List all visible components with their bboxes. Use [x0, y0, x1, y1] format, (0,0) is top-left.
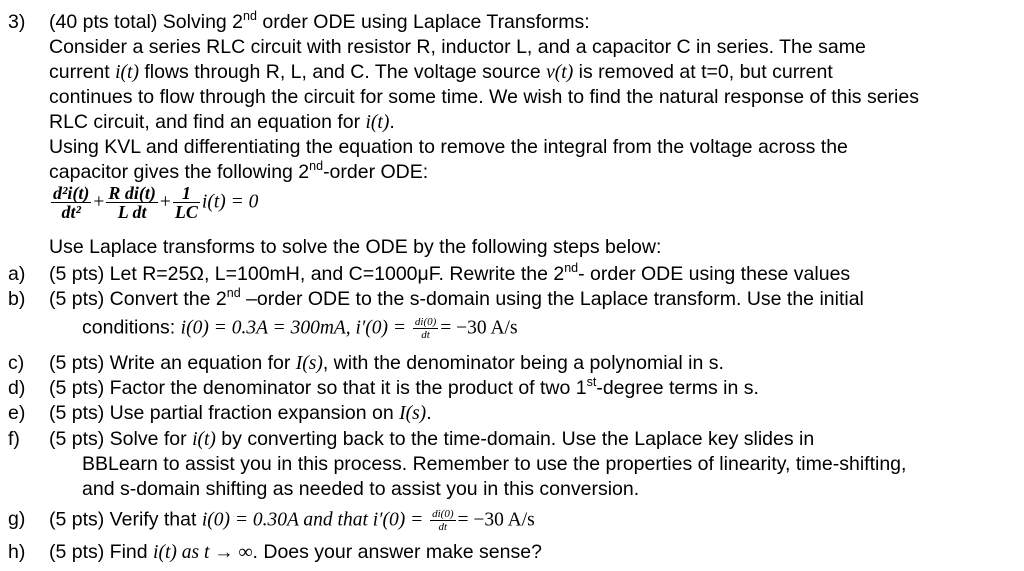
ode-term-3: $\frac{1}{LC}$ [174, 183, 198, 222]
intro-line-2: current i(t) flows through R, L, and C. The voltage source v(t) is removed at t=0, but current [49, 61, 833, 83]
item-f-line-2: BBLearn to assist you in this process. Remember to use the properties of linearity, time-shifting, [82, 453, 907, 475]
item-e-label: e) [8, 402, 26, 424]
item-a-text: (5 pts) Let R=25Ω, L=100mH, and C=1000μF. Rewrite the 2nd- order ODE using these values [49, 261, 851, 285]
item-c-label: c) [8, 352, 25, 374]
intro-line-3: continues to flow through the circuit for some time. We wish to find the natural response of this series [49, 86, 919, 108]
item-b-text: (5 pts) Convert the 2nd –order ODE to the s-domain using the Laplace transform. Use the initial [49, 286, 864, 310]
item-b-conditions: conditions: i(0) = 0.3A = 300mA, i′(0) = $\frac{di(0)}{dt}$ = −30 A/s [82, 316, 518, 341]
item-b-label: b) [8, 288, 26, 310]
question-number: 3) [8, 11, 26, 33]
item-g-label: g) [8, 508, 26, 530]
ode-term-2: $\frac{\text{R di(t)}}{\text{L dt}}$ [108, 183, 156, 222]
intro-line-4: RLC circuit, and find an equation for i(t). [49, 111, 395, 133]
item-a-label: a) [8, 263, 26, 285]
item-f-line-3: and s-domain shifting as needed to assist you in this conversion. [82, 478, 640, 500]
ode-equation: $\frac{\text{d²i(t)}}{\text{dt²}}$ + $\frac{\text{R di(t)}}{\text{L dt}}$ + $\frac{1}{LC}$ i(t) = 0 [53, 183, 259, 222]
item-g-text: (5 pts) Verify that i(0) = 0.30A and that i′(0) = $\frac{di(0)}{dt}$ = −30 A/s [49, 508, 535, 533]
intro-line-6: capacitor gives the following 2nd-order ODE: [49, 159, 429, 183]
item-f-text: (5 pts) Solve for i(t) by converting back to the time-domain. Use the Laplace key slides in [49, 428, 815, 450]
intro-line-5: Using KVL and differentiating the equation to remove the integral from the voltage across the [49, 136, 848, 158]
intro-line-1: Consider a series RLC circuit with resistor R, inductor L, and a capacitor C in series. The same [49, 36, 866, 58]
item-d-text: (5 pts) Factor the denominator so that it is the product of two 1st-degree terms in s. [49, 375, 759, 399]
item-d-label: d) [8, 377, 26, 399]
question-title: (40 pts total) Solving 2nd order ODE using Laplace Transforms: [49, 9, 590, 33]
item-f-label: f) [8, 428, 20, 450]
instructions-line: Use Laplace transforms to solve the ODE by the following steps below: [49, 236, 662, 258]
item-h-label: h) [8, 541, 26, 563]
item-c-text: (5 pts) Write an equation for I(s), with the denominator being a polynomial in s. [49, 352, 724, 374]
item-b-fraction: $\frac{di(0)}{dt}$ [414, 316, 437, 341]
item-g-fraction: $\frac{di(0)}{dt}$ [432, 508, 454, 533]
item-e-text: (5 pts) Use partial fraction expansion on I(s). [49, 402, 432, 424]
ode-term-1: $\frac{\text{d²i(t)}}{\text{dt²}}$ [53, 183, 90, 222]
item-h-text: (5 pts) Find i(t) as t → ∞. Does your answer make sense? [49, 541, 542, 563]
ode-tail: i(t) = 0 [201, 191, 259, 213]
